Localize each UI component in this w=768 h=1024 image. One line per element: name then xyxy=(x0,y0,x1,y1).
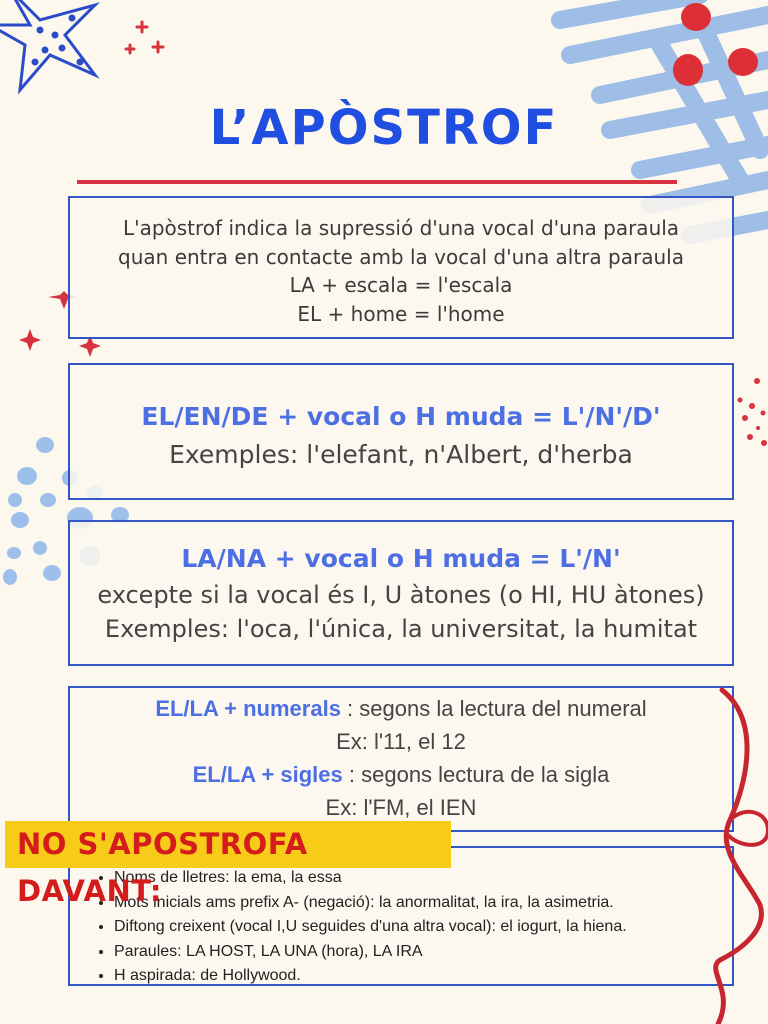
sigles-rule xyxy=(70,758,732,791)
list-item: • Noms de lletres: la ema, la essa xyxy=(114,866,732,891)
list-item: • H aspirada: de Hollywood. xyxy=(114,964,732,989)
numerals-text: : segons la lectura del numeral xyxy=(340,696,647,721)
starfish-icon xyxy=(0,0,95,90)
intro-line: quan entra en contacte amb la vocal d'una altra paraula xyxy=(118,244,684,269)
intro-example: LA + escala = l'escala xyxy=(289,273,513,297)
intro-example: EL + home = l'home xyxy=(297,301,505,326)
sparkle-icon xyxy=(126,22,163,53)
rule-examples: Exemples: l'elefant, n'Albert, d'herba xyxy=(169,440,633,469)
exceptions-banner: NO S'APOSTROFA DAVANT: xyxy=(5,821,451,868)
page-title: L’APÒSTROF xyxy=(209,100,559,156)
list-item: • Paraules: LA HOST, LA UNA (hora), LA IRA xyxy=(114,940,732,965)
list-item: • Mots inicials ams prefix A- (negació): la anormalitat, la ira, la asimetria. xyxy=(114,891,732,916)
intro-line: L'apòstrof indica la supressió d'una vocal d'una paraula xyxy=(122,216,680,240)
rule-examples: Exemples: l'oca, l'única, la universitat, la humitat xyxy=(104,615,698,643)
sigles-text: : segons lectura de la sigla xyxy=(342,762,610,787)
numerals-example: Ex: l'11, el 12 xyxy=(336,729,466,754)
rule-masculine-box xyxy=(68,363,734,500)
rule-numerals-box xyxy=(68,686,734,832)
sigles-label: EL/LA + sigles xyxy=(192,762,343,787)
rule-heading: EL/EN/DE + vocal o H muda = L'/N'/D' xyxy=(141,402,661,431)
rule-heading: LA/NA + vocal o H muda = L'/N' xyxy=(181,544,621,573)
numerals-rule xyxy=(70,692,732,725)
rule-exception: excepte si la vocal és I, U àtones (o HI, HU àtones) xyxy=(97,581,705,609)
title-underline xyxy=(77,180,677,184)
intro-box xyxy=(68,196,734,339)
sigles-example: Ex: l'FM, el IEN xyxy=(325,795,477,820)
red-dots-decoration xyxy=(738,378,768,446)
rule-feminine-box xyxy=(68,520,734,666)
numerals-label: EL/LA + numerals xyxy=(155,696,341,721)
list-item: • Diftong creixent (vocal I,U seguides d'una altra vocal): el iogurt, la hiena. xyxy=(114,915,732,940)
exceptions-list xyxy=(70,866,732,989)
